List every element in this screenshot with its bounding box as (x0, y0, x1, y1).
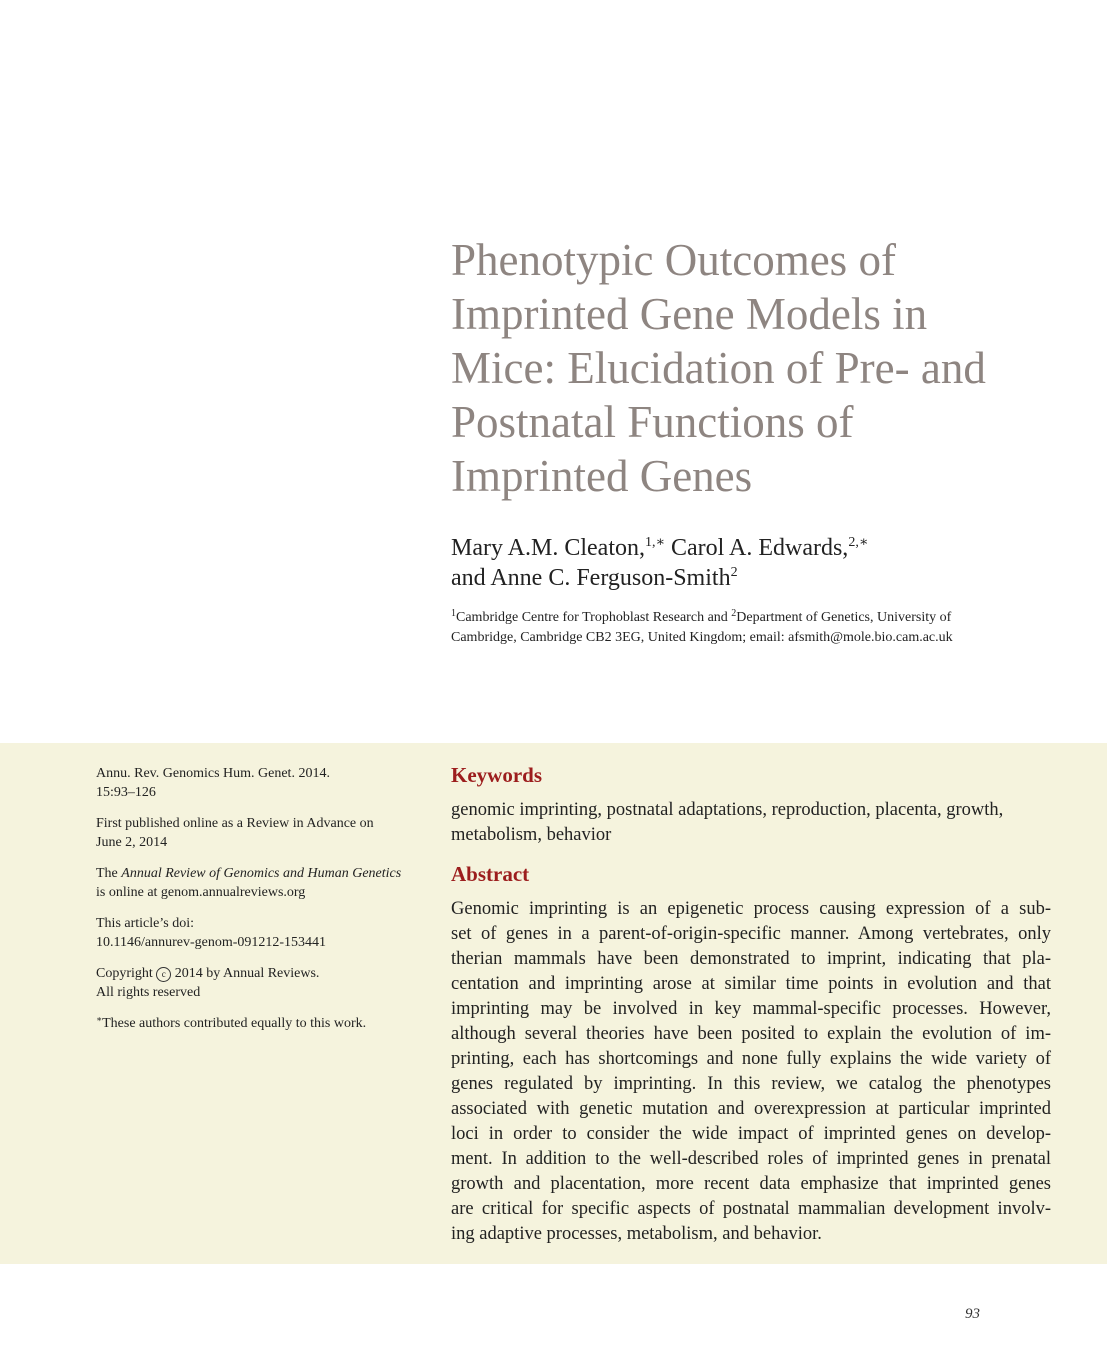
copyright-icon: c (156, 967, 171, 982)
journal-name: Annual Review of Genomics and Human Genetics (121, 866, 402, 881)
publication-date: First published online as a Review in Advance on June 2, 2014 (96, 816, 374, 850)
author-line (451, 533, 1071, 563)
title-line: Imprinted Genes (451, 451, 753, 501)
abstract-line: therian mammals have been demonstrated to imprint, indicating that pla- (451, 949, 1051, 969)
keywords-heading: Keywords (451, 763, 542, 787)
abstract-line: printing, each has shortcomings and none fully explains the wide variety of (451, 1049, 1051, 1069)
author-name: and Anne C. Ferguson-Smith (451, 565, 731, 591)
title-line: Phenotypic Outcomes of (451, 235, 896, 285)
author-line (451, 563, 1071, 593)
keywords-line: metabolism, behavior (451, 825, 612, 845)
abstract-heading: Abstract (451, 862, 530, 886)
citation: Annu. Rev. Genomics Hum. Genet. 2014. 15:93–126 (96, 766, 330, 800)
keywords-list (451, 798, 1051, 848)
abstract-text (451, 897, 1051, 1247)
abstract-line: are critical for specific aspects of postnatal mammalian development involv- (451, 1199, 1051, 1219)
journal-info: The Annual Review of Genomics and Human Genetics is online at genom.annualreviews.org (96, 866, 402, 900)
abstract-line: although several theories have been posited to explain the evolution of im- (451, 1024, 1051, 1044)
author-affiliation-mark: 2,∗ (848, 535, 869, 550)
abstract-line: ing adaptive processes, metabolism, and behavior. (451, 1224, 822, 1244)
article-title (451, 233, 1071, 503)
title-line: Postnatal Functions of (451, 397, 854, 447)
abstract-line: genes regulated by imprinting. In this review, we catalog the phenotypes (451, 1074, 1051, 1094)
abstract-line: set of genes in a parent-of-origin-specific manner. Among vertebrates, only (451, 924, 1051, 944)
keywords-line: genomic imprinting, postnatal adaptations, reproduction, placenta, growth, (451, 800, 1004, 820)
affiliation-line: Cambridge, Cambridge CB2 3EG, United Kingdom; email: afsmith@mole.bio.cam.ac.uk (451, 630, 953, 645)
doi: This article’s doi: 10.1146/annurev-genom-091212-153441 (96, 916, 327, 950)
page-number: 93 (965, 1306, 980, 1322)
author-affiliation-mark: 2 (730, 565, 738, 580)
copyright: Copyright c 2014 by Annual Reviews. All rights reserved (96, 966, 320, 1000)
affiliation (451, 608, 1071, 648)
equal-contribution-note: ∗These authors contributed equally to this work. (96, 1014, 367, 1031)
abstract-line: ment. In addition to the well-described roles of imprinted genes in prenatal (451, 1149, 1051, 1169)
affiliation-line: $^1$Cambridge Centre for Trophoblast Research and $^2$Department of Genetics, University of (451, 608, 952, 625)
abstract-line: centation and imprinting arose at similar time points in evolution and that (451, 974, 1051, 994)
author-name: Mary A.M. Cleaton, (451, 535, 645, 561)
author-name: Carol A. Edwards, (665, 535, 849, 561)
article-info-sidebar (96, 764, 426, 1045)
title-line: Mice: Elucidation of Pre- and (451, 343, 986, 393)
title-line: Imprinted Gene Models in (451, 289, 928, 339)
abstract-line: loci in order to consider the wide impact of imprinted genes on develop- (451, 1124, 1051, 1144)
abstract-line: imprinting may be involved in key mammal-specific processes. However, (451, 999, 1051, 1019)
author-list (451, 533, 1071, 593)
author-affiliation-mark: 1,∗ (644, 535, 665, 550)
abstract-line: Genomic imprinting is an epigenetic process causing expression of a sub- (451, 899, 1051, 919)
abstract-line: associated with genetic mutation and overexpression at particular imprinted (451, 1099, 1051, 1119)
abstract-line: growth and placentation, more recent data emphasize that imprinted genes (451, 1174, 1051, 1194)
